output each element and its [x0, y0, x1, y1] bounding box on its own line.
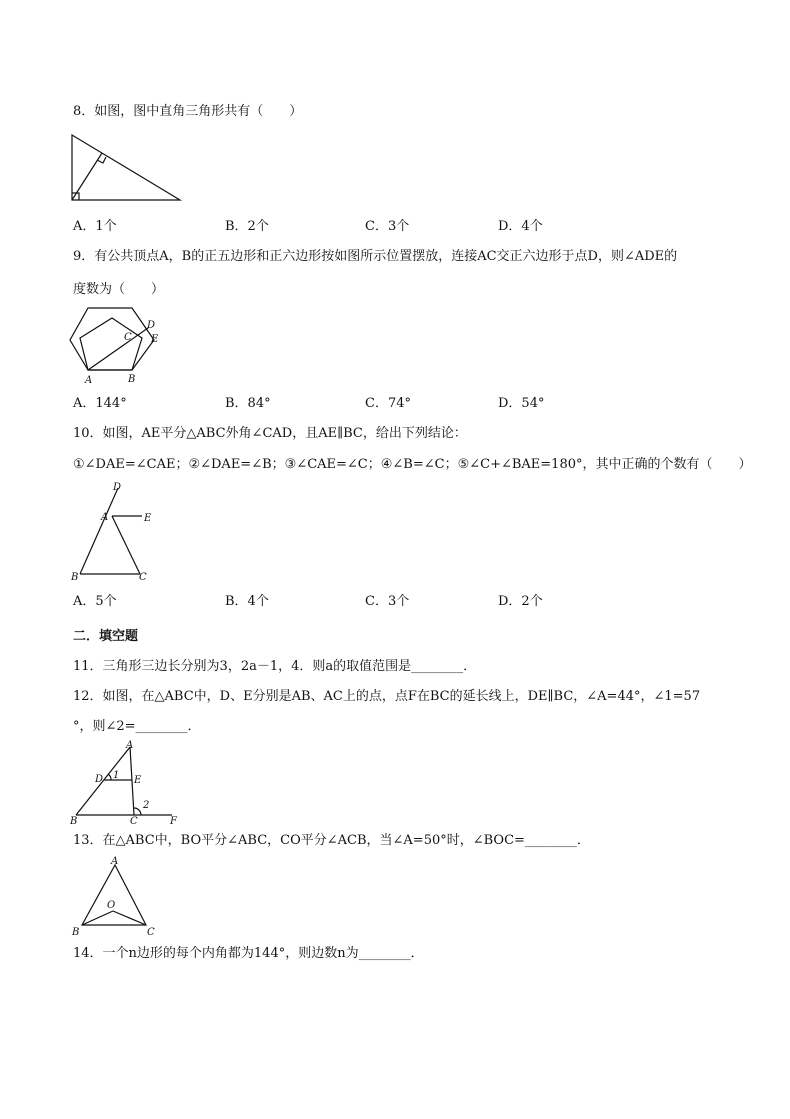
q12-label-a: A [126, 740, 134, 751]
q13-label-b: B [72, 927, 80, 938]
q12-label-b: B [70, 816, 78, 825]
q9-option-b[interactable]: B．84° [225, 396, 271, 411]
q9-option-c[interactable]: C．74° [365, 396, 411, 411]
q13-stem: 13．在△ABC中，BO平分∠ABC，CO平分∠ACB，当∠A=50°时，∠BOC=________． [73, 833, 590, 848]
q8-option-a[interactable]: A．1个 [73, 219, 117, 234]
q9-stem-line2: 度数为（ ） [73, 282, 165, 297]
q10-option-a[interactable]: A．5个 [73, 594, 117, 609]
q8-stem: 8．如图，图中直角三角形共有（ ） [73, 104, 303, 119]
q8-triangle [72, 135, 180, 200]
q9-label-c: C [124, 332, 132, 343]
q12-label-2: 2 [143, 800, 150, 811]
q12-label-1: 1 [113, 770, 120, 781]
q10-triangle-figure [68, 478, 163, 586]
q10-label-c: C [139, 572, 147, 583]
q8-option-b[interactable]: B．2个 [225, 219, 269, 234]
q12-label-f: F [170, 816, 177, 825]
q12-label-d: D [95, 774, 104, 785]
q9-stem-line1: 9．有公共顶点A，B的正五边形和正六边形按如图所示位置摆放，连接AC交正六边形于点D，则∠ADE的 [73, 249, 678, 264]
q10-stem-line1: 10．如图，AE平分△ABC外角∠CAD，且AE∥BC，给出下列结论： [73, 426, 467, 441]
q13-triangle-figure [68, 853, 163, 938]
q13-line-bo [82, 911, 113, 925]
q12-angle-1-arc [108, 774, 111, 780]
q11-stem: 11．三角形三边长分别为3，2a－1，4．则a的取值范围是________． [73, 659, 477, 674]
q12-label-c: C [130, 816, 138, 825]
q12-label-e: E [134, 775, 142, 786]
q12-triangle-figure [68, 740, 183, 825]
q13-line-co [113, 911, 146, 925]
q10-line-bd [80, 488, 118, 574]
q9-label-e: E [151, 334, 159, 345]
q9-pentagon [80, 318, 142, 370]
q13-triangle [82, 865, 146, 925]
q10-stem-line2: ①∠DAE=∠CAE；②∠DAE=∠B；③∠CAE=∠C；④∠B=∠C；⑤∠C+∠BAE=180°，其中正确的个数有（ ） [73, 457, 752, 472]
q9-label-b: B [128, 374, 136, 385]
section-fill-in-heading: 二．填空题 [73, 629, 139, 644]
q10-label-a: A [101, 512, 109, 523]
q12-angle-2-arc [134, 808, 141, 815]
q10-line-ac [112, 516, 140, 574]
q14-stem: 14．一个n边形的每个内角都为144°，则边数n为________． [73, 946, 424, 961]
q10-label-d: D [113, 482, 122, 493]
q9-option-d[interactable]: D．54° [498, 396, 545, 411]
q9-label-d: D [147, 320, 156, 331]
q8-option-c[interactable]: C．3个 [365, 219, 410, 234]
q13-label-c: C [147, 927, 155, 938]
q12-line2: °，则∠2=________． [73, 719, 201, 734]
q8-right-triangle-figure [70, 133, 185, 203]
q13-label-o: O [107, 900, 116, 911]
q13-label-a: A [111, 856, 119, 867]
q10-label-e: E [144, 513, 152, 524]
q10-option-d[interactable]: D．2个 [498, 594, 543, 609]
q12-line1: 12．如图，在△ABC中，D、E分别是AB、AC上的点，点F在BC的延长线上，DE∥BC，∠A=44°，∠1=57 [73, 689, 701, 704]
q10-option-c[interactable]: C．3个 [365, 594, 410, 609]
q8-option-d[interactable]: D．4个 [498, 219, 543, 234]
q9-label-a: A [85, 375, 93, 386]
q10-label-b: B [71, 572, 79, 583]
q10-option-b[interactable]: B．4个 [225, 594, 269, 609]
q9-polygons-figure [68, 300, 168, 388]
q9-option-a[interactable]: A．144° [73, 396, 127, 411]
